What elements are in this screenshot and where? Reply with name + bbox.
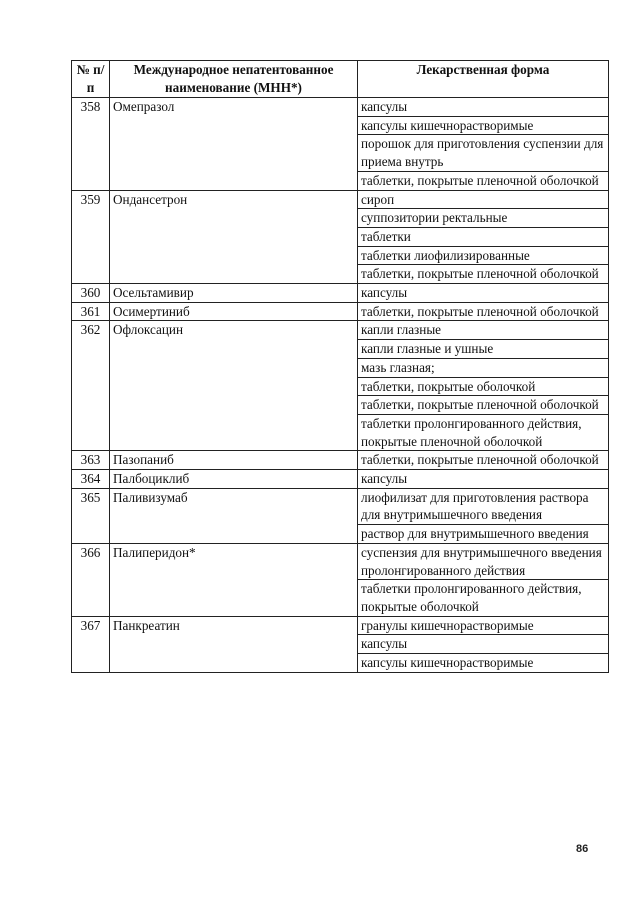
header-dosage-form: Лекарственная форма — [358, 61, 609, 98]
table-row — [72, 451, 609, 470]
header-row — [72, 61, 609, 98]
row-number: 360 — [72, 284, 110, 303]
dosage-form: суппозитории ректальные — [358, 209, 609, 228]
drug-name: Пазопаниб — [110, 451, 358, 470]
row-number: 359 — [72, 190, 110, 284]
dosage-form: раствор для внутримышечного введения — [358, 525, 609, 544]
drug-name: Паливизумаб — [110, 488, 358, 543]
dosage-form: гранулы кишечнорастворимые — [358, 616, 609, 635]
dosage-form: капсулы — [358, 635, 609, 654]
dosage-form: таблетки, покрытые пленочной оболочкой — [358, 171, 609, 190]
drug-name: Омепразол — [110, 98, 358, 191]
dosage-form: капли глазные и ушные — [358, 340, 609, 359]
drug-forms-table — [71, 60, 609, 673]
row-number: 365 — [72, 488, 110, 543]
drug-name: Офлоксацин — [110, 321, 358, 451]
dosage-form: капли глазные — [358, 321, 609, 340]
table-body — [72, 98, 609, 673]
row-number: 367 — [72, 616, 110, 672]
table-row — [72, 302, 609, 321]
dosage-form: капсулы — [358, 470, 609, 489]
dosage-form: сироп — [358, 190, 609, 209]
dosage-form: капсулы — [358, 284, 609, 303]
row-number: 366 — [72, 543, 110, 616]
dosage-form: капсулы кишечнорастворимые — [358, 654, 609, 673]
drug-name: Палбоциклиб — [110, 470, 358, 489]
drug-name: Палиперидон* — [110, 543, 358, 616]
drug-name: Панкреатин — [110, 616, 358, 672]
dosage-form: мазь глазная; — [358, 358, 609, 377]
row-number: 362 — [72, 321, 110, 451]
dosage-form: таблетки, покрытые пленочной оболочкой — [358, 451, 609, 470]
dosage-form: таблетки пролонгированного действия, покрытые пленочной оболочкой — [358, 414, 609, 450]
table-row — [72, 470, 609, 489]
page-number: 86 — [576, 843, 589, 855]
row-number: 361 — [72, 302, 110, 321]
header-num: № п/п — [72, 61, 110, 98]
dosage-form: таблетки пролонгированного действия, покрытые оболочкой — [358, 580, 609, 616]
row-number: 358 — [72, 98, 110, 191]
row-number: 364 — [72, 470, 110, 489]
dosage-form: капсулы — [358, 98, 609, 117]
dosage-form: таблетки, покрытые пленочной оболочкой — [358, 302, 609, 321]
table-row — [72, 616, 609, 635]
dosage-form: таблетки, покрытые оболочкой — [358, 377, 609, 396]
table-row — [72, 321, 609, 340]
dosage-form: порошок для приготовления суспензии для приема внутрь — [358, 135, 609, 171]
drug-name: Осимертиниб — [110, 302, 358, 321]
table-row — [72, 190, 609, 209]
dosage-form: таблетки, покрытые пленочной оболочкой — [358, 396, 609, 415]
drug-name: Ондансетрон — [110, 190, 358, 284]
header-inn-name: Международное непатентованное наименование (МНН*) — [110, 61, 358, 98]
table-row — [72, 488, 609, 524]
dosage-form: суспензия для внутримышечного введения пролонгированного действия — [358, 543, 609, 579]
dosage-form: капсулы кишечнорастворимые — [358, 116, 609, 135]
dosage-form: таблетки — [358, 227, 609, 246]
dosage-form: лиофилизат для приготовления раствора для внутримышечного введения — [358, 488, 609, 524]
drug-name: Осельтамивир — [110, 284, 358, 303]
table-row — [72, 98, 609, 117]
dosage-form: таблетки лиофилизированные — [358, 246, 609, 265]
row-number: 363 — [72, 451, 110, 470]
table-row — [72, 543, 609, 579]
dosage-form: таблетки, покрытые пленочной оболочкой — [358, 265, 609, 284]
table-row — [72, 284, 609, 303]
